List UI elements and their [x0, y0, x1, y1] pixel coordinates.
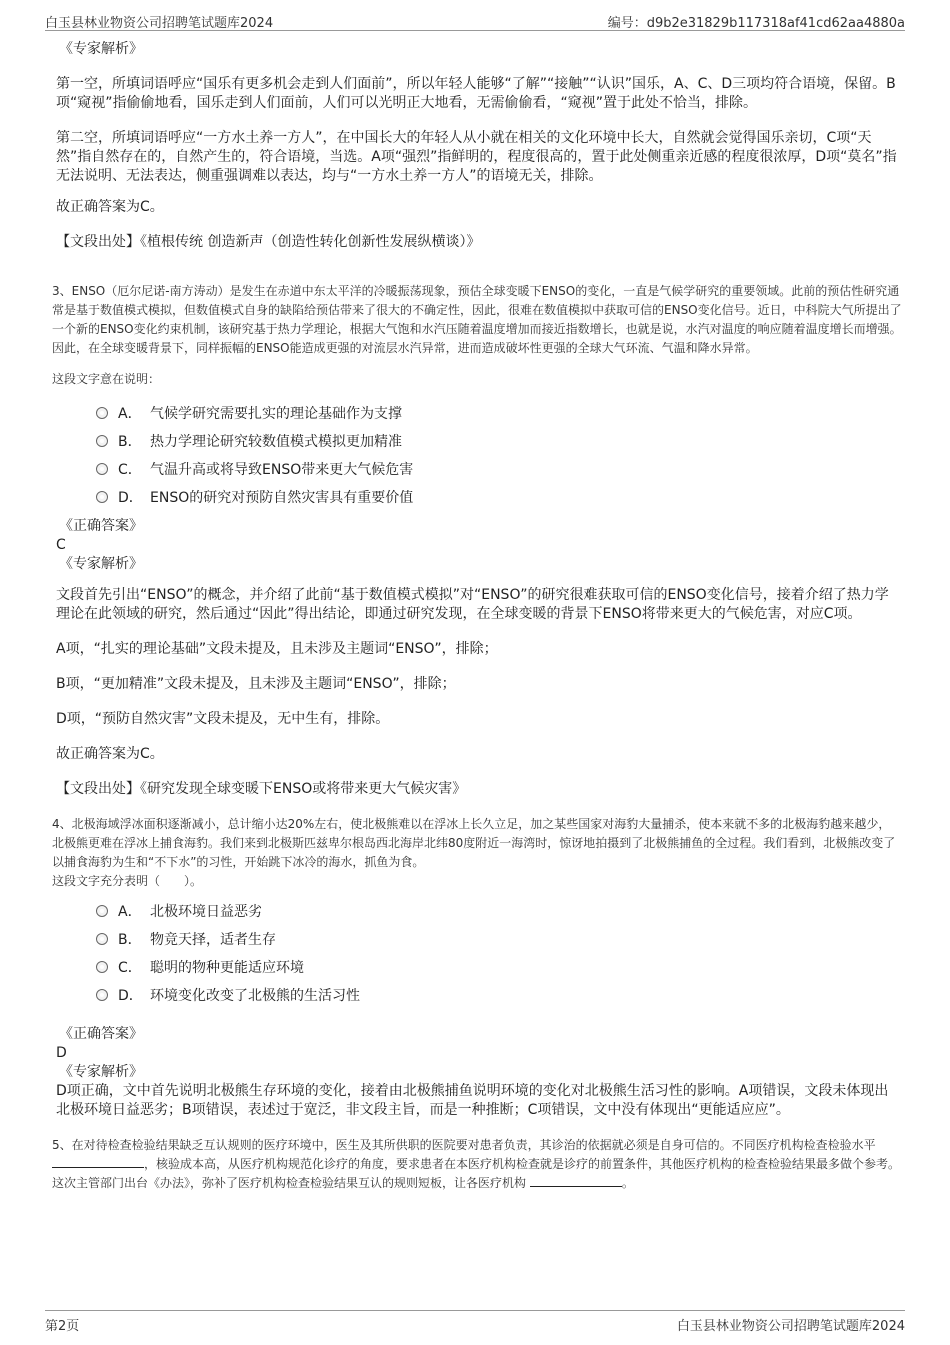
radio-icon[interactable]: [96, 905, 108, 917]
option-b[interactable]: [56, 427, 902, 455]
analysis-label: 《专家解析》: [59, 556, 143, 572]
conclusion: 故正确答案为C。: [56, 746, 164, 762]
radio-icon[interactable]: [96, 407, 108, 419]
radio-icon[interactable]: [96, 933, 108, 945]
option-letter: B．: [118, 434, 142, 450]
option-text: 物竞天择，适者生存: [150, 932, 276, 948]
option-letter: D．: [118, 988, 143, 1004]
source-citation: 【文段出处】《研究发现全球变暖下ENSO或将带来更大气候灾害》: [56, 781, 467, 797]
analysis-paragraph: D项，“预防自然灾害”文段未提及，无中生有，排除。: [56, 711, 390, 727]
page-footer: [45, 1310, 905, 1341]
option-text: ENSO的研究对预防自然灾害具有重要价值: [150, 490, 414, 506]
radio-icon[interactable]: [96, 463, 108, 475]
answer-label: 《正确答案》: [59, 518, 143, 534]
header-title: 白玉县林业物资公司招聘笔试题库2024: [45, 16, 274, 31]
stem-text: 5、在对待检查检验结果缺乏互认规则的医疗环境中，医生及其所供职的医院要对患者负责，其诊治的依据就必须是自身可信的。不同医疗机构检查检验水平: [52, 1138, 876, 1152]
analysis-text-end: 应”。: [754, 1102, 790, 1118]
analysis-text: D项正确，文中首先说明北极熊生存环境的变化，接着由北极熊捕鱼说明环境的变化对北极熊生活习性的影响。A项错误，文段未体现出北极环境日益恶劣；B项错误，表述过于宽泛，非文段主旨，而是一种推断；C项错误，文中没有体现出“更能适应: [56, 1083, 889, 1118]
analysis-paragraph: A项，“扎实的理论基础”文段未提及，且未涉及主题词“ENSO”，排除；: [56, 641, 498, 657]
option-text: 气候学研究需要扎实的理论基础作为支撑: [150, 406, 402, 422]
page-number: 第2页: [45, 1319, 80, 1334]
options-list: [56, 399, 902, 511]
option-c[interactable]: [56, 953, 902, 981]
question-stem: 4、北极海域浮冰面积逐渐减小，总计缩小达20%左右，使北极熊难以在浮冰上长久立足，加之某些国家对海豹大量捕杀，使本来就不多的北极海豹越来越少，北极熊更难在浮冰上捕食海豹。我们来到北极斯匹兹卑尔根岛西北海岸北纬80度附近一海湾时，惊讶地拍摄到了北极熊捕鱼的全过程。我们看到，北极熊改变了以捕食海豹为生和“不下水”的习性，开始跳下冰冷的海水，抓鱼为食。: [52, 817, 896, 869]
option-letter: C．: [118, 960, 142, 976]
page-content: [52, 40, 902, 1193]
option-a[interactable]: [56, 897, 902, 925]
stem-text: ，核验成本高，从医疗机构规范化诊疗的角度，要求患者在本医疗机构检查就是诊疗的前置条件，其他医疗机构的检查检验结果最多做个参考。这次主管部门出台《办法》，弥补了医疗机构检查检验结果互认的规则短板，让各医疗机构: [52, 1157, 901, 1190]
source-citation: 【文段出处】《植根传统 创造新声（创造性转化创新性发展纵横谈）》: [56, 234, 481, 250]
radio-icon[interactable]: [96, 989, 108, 1001]
analysis-label: 《专家解析》: [59, 1064, 143, 1080]
answer-label: 《正确答案》: [59, 1026, 143, 1042]
fill-blank[interactable]: [52, 1155, 144, 1168]
option-text: 北极环境日益恶劣: [150, 904, 262, 920]
analysis-paragraph: 第二空，所填词语呼应“一方水土养一方人”，在中国长大的年轻人从小就在相关的文化环境中长大，自然就会觉得国乐亲切，C项“天然”指自然存在的，自然产生的，符合语境，当选。A项“强烈”指鲜明的，程度很高的，置于此处侧重亲近感的程度很浓厚，D项“莫名”指无法说明、无法表达，侧重强调难以表达，均与“一方水土养一方人”的语境无关，排除。: [56, 130, 897, 184]
stem-text: 。: [621, 1176, 634, 1190]
option-b[interactable]: [56, 925, 902, 953]
answer-value: C: [56, 537, 66, 553]
analysis-paragraph: B项，“更加精准”文段未提及，且未涉及主题词“ENSO”，排除；: [56, 676, 456, 692]
option-text: 气温升高或将导致ENSO带来更大气候危害: [150, 462, 414, 478]
conclusion: 故正确答案为C。: [56, 199, 164, 215]
option-a[interactable]: [56, 399, 902, 427]
analysis-label: 《专家解析》: [59, 41, 143, 57]
option-d[interactable]: [56, 483, 902, 511]
question-prompt: 这段文字充分表明（ ）。: [52, 874, 203, 888]
radio-icon[interactable]: [96, 435, 108, 447]
option-d[interactable]: [56, 981, 902, 1009]
option-text: 环境变化改变了北极熊的生活习性: [150, 988, 360, 1004]
analysis-paragraph: 文段首先引出“ENSO”的概念，并介绍了此前“基于数值模式模拟”对“ENSO”的研究很难获取可信的ENSO变化信号，接着介绍了热力学理论在此领域的研究，然后通过“因此”得出结论，即通过研究发现，在全球变暖的背景下ENSO将带来更大的气候危害，对应C项。: [56, 587, 889, 622]
option-letter: A．: [118, 904, 142, 920]
question-prompt: 这段文字意在说明：: [52, 372, 161, 386]
footer-title: 白玉县林业物资公司招聘笔试题库2024: [676, 1319, 905, 1334]
answer-value: D: [56, 1045, 67, 1061]
radio-icon[interactable]: [96, 491, 108, 503]
question-stem: [52, 1136, 902, 1193]
option-text: 热力学理论研究较数值模式模拟更加精准: [150, 434, 402, 450]
page-header: [45, 0, 905, 31]
analysis-paragraph: [56, 1082, 902, 1120]
option-letter: A．: [118, 406, 142, 422]
options-list: [56, 897, 902, 1009]
fill-blank[interactable]: [530, 1174, 622, 1187]
option-c[interactable]: [56, 455, 902, 483]
option-text: 聪明的物种更能适应环境: [150, 960, 304, 976]
radio-icon[interactable]: [96, 961, 108, 973]
document-code: 编号：d9b2e31829b117318af41cd62aa4880a: [607, 16, 905, 31]
option-letter: B．: [118, 932, 142, 948]
question-stem: 3、ENSO（厄尔尼诺-南方涛动）是发生在赤道中东太平洋的冷暖振荡现象，预估全球变暖下ENSO的变化，一直是气候学研究的重要领域。此前的预估性研究通常是基于数值模式模拟，但数值模式自身的缺陷给预估带来了很大的不确定性，因此，很难在数值模拟中获取可信的ENSO变化信号。近日，中科院大气所提出了一个新的ENSO变化约束机制，该研究基于热力学理论，根据大气饱和水汽压随着温度增加而接近指数增长，也就是说，水汽对温度的响应随着温度增长而增强。因此，在全球变暖背景下，同样振幅的ENSO能造成更强的对流层水汽异常，进而造成破坏性更强的全球大气环流、气温和降水异常。: [52, 284, 902, 355]
option-letter: C．: [118, 462, 142, 478]
analysis-paragraph: 第一空，所填词语呼应“国乐有更多机会走到人们面前”，所以年轻人能够“了解”“接触”“认识”国乐，A、C、D三项均符合语境，保留。B项“窥视”指偷偷地看，国乐走到人们面前，人们可以光明正大地看，无需偷偷看，“窥视”置于此处不恰当，排除。: [56, 76, 896, 111]
option-letter: D．: [118, 490, 143, 506]
